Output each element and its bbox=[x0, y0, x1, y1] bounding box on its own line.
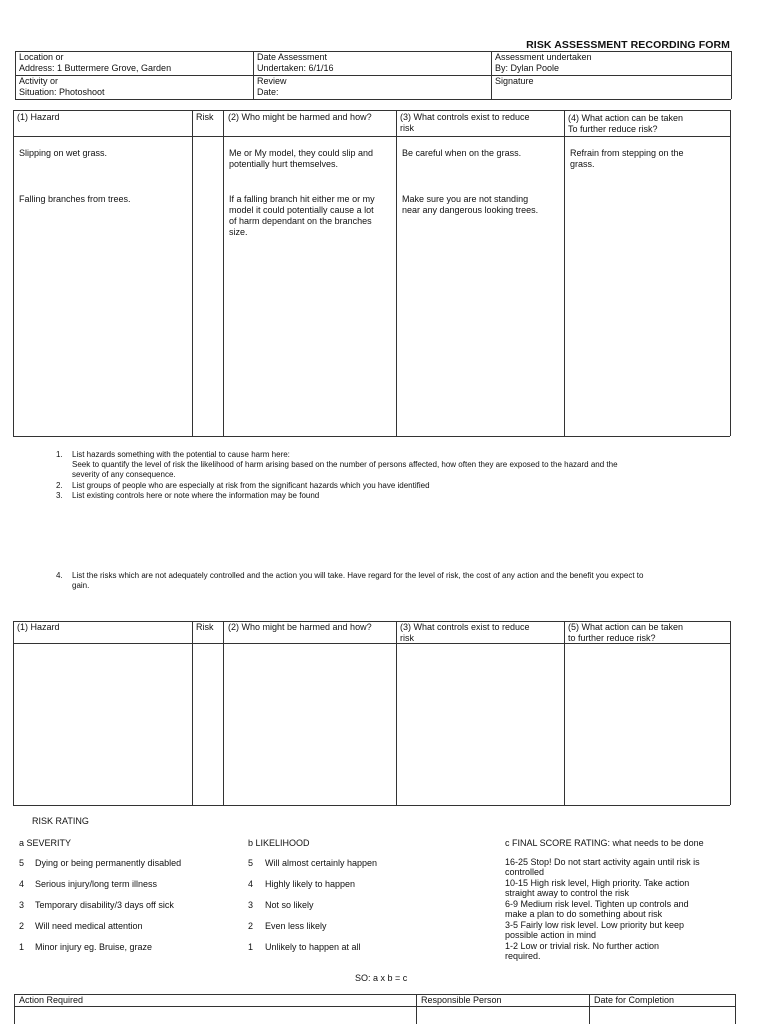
note-2-text: List groups of people who are especially at risk from the significant hazards which you have identified bbox=[72, 481, 430, 490]
likelihood-5-text: Will almost certainly happen bbox=[265, 858, 378, 868]
likelihood-1-number: 1 bbox=[248, 942, 254, 952]
header-controls: (3) What controls exist to reduce risk bbox=[400, 112, 530, 133]
note-3-number: 3. bbox=[56, 491, 63, 500]
severity-4-text: Serious injury/long term illness bbox=[35, 879, 158, 889]
activity-cell: Activity or Situation: Photoshoot bbox=[19, 76, 105, 97]
hazard-row-2: Falling branches from trees. bbox=[19, 194, 131, 204]
final-score-1-2: 1-2 Low or trivial risk. No further action required. bbox=[505, 941, 660, 961]
location-cell: Location or Address: 1 Buttermere Grove, Garden bbox=[19, 52, 172, 73]
severity-3-number: 3 bbox=[19, 900, 25, 910]
severity-1-number: 1 bbox=[19, 942, 25, 952]
header-risk: Risk bbox=[196, 112, 214, 122]
t2-header-risk: Risk bbox=[196, 622, 214, 632]
t2-header-controls: (3) What controls exist to reduce risk bbox=[400, 622, 530, 643]
likelihood-2-number: 2 bbox=[248, 921, 254, 931]
responsible-person-header: Responsible Person bbox=[421, 995, 502, 1005]
action-row-1: Refrain from stepping on the grass. bbox=[570, 148, 684, 169]
action-required-header: Action Required bbox=[19, 995, 84, 1005]
severity-5-text: Dying or being permanently disabled bbox=[35, 858, 182, 868]
header-hazard: (1) Hazard bbox=[17, 112, 60, 122]
likelihood-3-text: Not so likely bbox=[265, 900, 314, 910]
controls-row-1: Be careful when on the grass. bbox=[402, 148, 522, 158]
t2-header-action: (5) What action can be taken to further reduce risk? bbox=[568, 622, 684, 643]
risk-rating-title: RISK RATING bbox=[32, 816, 89, 826]
note-3-text: List existing controls here or note where the information may be found bbox=[72, 491, 320, 500]
formula: SO: a x b = c bbox=[355, 973, 408, 983]
likelihood-4-text: Highly likely to happen bbox=[265, 879, 356, 889]
header-action: (4) What action can be taken To further reduce risk? bbox=[568, 113, 684, 134]
severity-2-number: 2 bbox=[19, 921, 25, 931]
final-score-6-9: 6-9 Medium risk level. Tighten up controls and make a plan to do something about risk bbox=[505, 899, 689, 919]
final-score-10-15: 10-15 High risk level, High priority. Take action straight away to control the risk bbox=[505, 878, 690, 898]
severity-4-number: 4 bbox=[19, 879, 25, 889]
final-score-16-25: 16-25 Stop! Do not start activity again until risk is controlled bbox=[505, 857, 700, 877]
severity-1-text: Minor injury eg. Bruise, graze bbox=[35, 942, 153, 952]
controls-row-2: Make sure you are not standing near any dangerous looking trees. bbox=[402, 194, 539, 215]
final-score-title: c FINAL SCORE RATING: what needs to be done bbox=[505, 838, 704, 848]
likelihood-1-text: Unlikely to happen at all bbox=[265, 942, 361, 952]
note-4-number: 4. bbox=[56, 571, 63, 580]
severity-5-number: 5 bbox=[19, 858, 25, 868]
date-assessment-cell: Date Assessment Undertaken: 6/1/16 bbox=[257, 52, 334, 73]
who-row-2: If a falling branch hit either me or my model it could potentially cause a lot of harm dependant on the branches size. bbox=[229, 194, 375, 237]
header-who-harmed: (2) Who might be harmed and how? bbox=[228, 112, 372, 122]
note-2-number: 2. bbox=[56, 481, 63, 490]
t2-header-hazard: (1) Hazard bbox=[17, 622, 60, 632]
note-1-number: 1. bbox=[56, 450, 63, 459]
final-score-3-5: 3-5 Fairly low risk level. Low priority but keep possible action in mind bbox=[505, 920, 685, 940]
severity-3-text: Temporary disability/3 days off sick bbox=[35, 900, 174, 910]
date-completion-header: Date for Completion bbox=[594, 995, 675, 1005]
likelihood-title: b LIKELIHOOD bbox=[248, 838, 310, 848]
likelihood-3-number: 3 bbox=[248, 900, 254, 910]
severity-title: a SEVERITY bbox=[19, 838, 72, 848]
severity-2-text: Will need medical attention bbox=[35, 921, 143, 931]
assessor-cell: Assessment undertaken By: Dylan Poole bbox=[495, 52, 592, 73]
review-date-cell: Review Date: bbox=[257, 76, 287, 97]
form-title: RISK ASSESSMENT RECORDING FORM bbox=[526, 39, 730, 51]
likelihood-4-number: 4 bbox=[248, 879, 254, 889]
t2-header-who-harmed: (2) Who might be harmed and how? bbox=[228, 622, 372, 632]
likelihood-5-number: 5 bbox=[248, 858, 254, 868]
signature-cell: Signature bbox=[495, 76, 534, 86]
likelihood-2-text: Even less likely bbox=[265, 921, 327, 931]
note-1-text: List hazards something with the potential to cause harm here: Seek to quantify the level of risk the likelihood of harm arising based on the number of persons affected, how often they are exposed to the hazard and the severity of any consequence. bbox=[72, 450, 618, 479]
hazard-row-1: Slipping on wet grass. bbox=[19, 148, 108, 158]
who-row-1: Me or My model, they could slip and potentially hurt themselves. bbox=[229, 148, 374, 169]
note-4-text: List the risks which are not adequately controlled and the action you will take. Have regard for the level of risk, the cost of any action and the benefit you expect to gain. bbox=[72, 571, 644, 590]
